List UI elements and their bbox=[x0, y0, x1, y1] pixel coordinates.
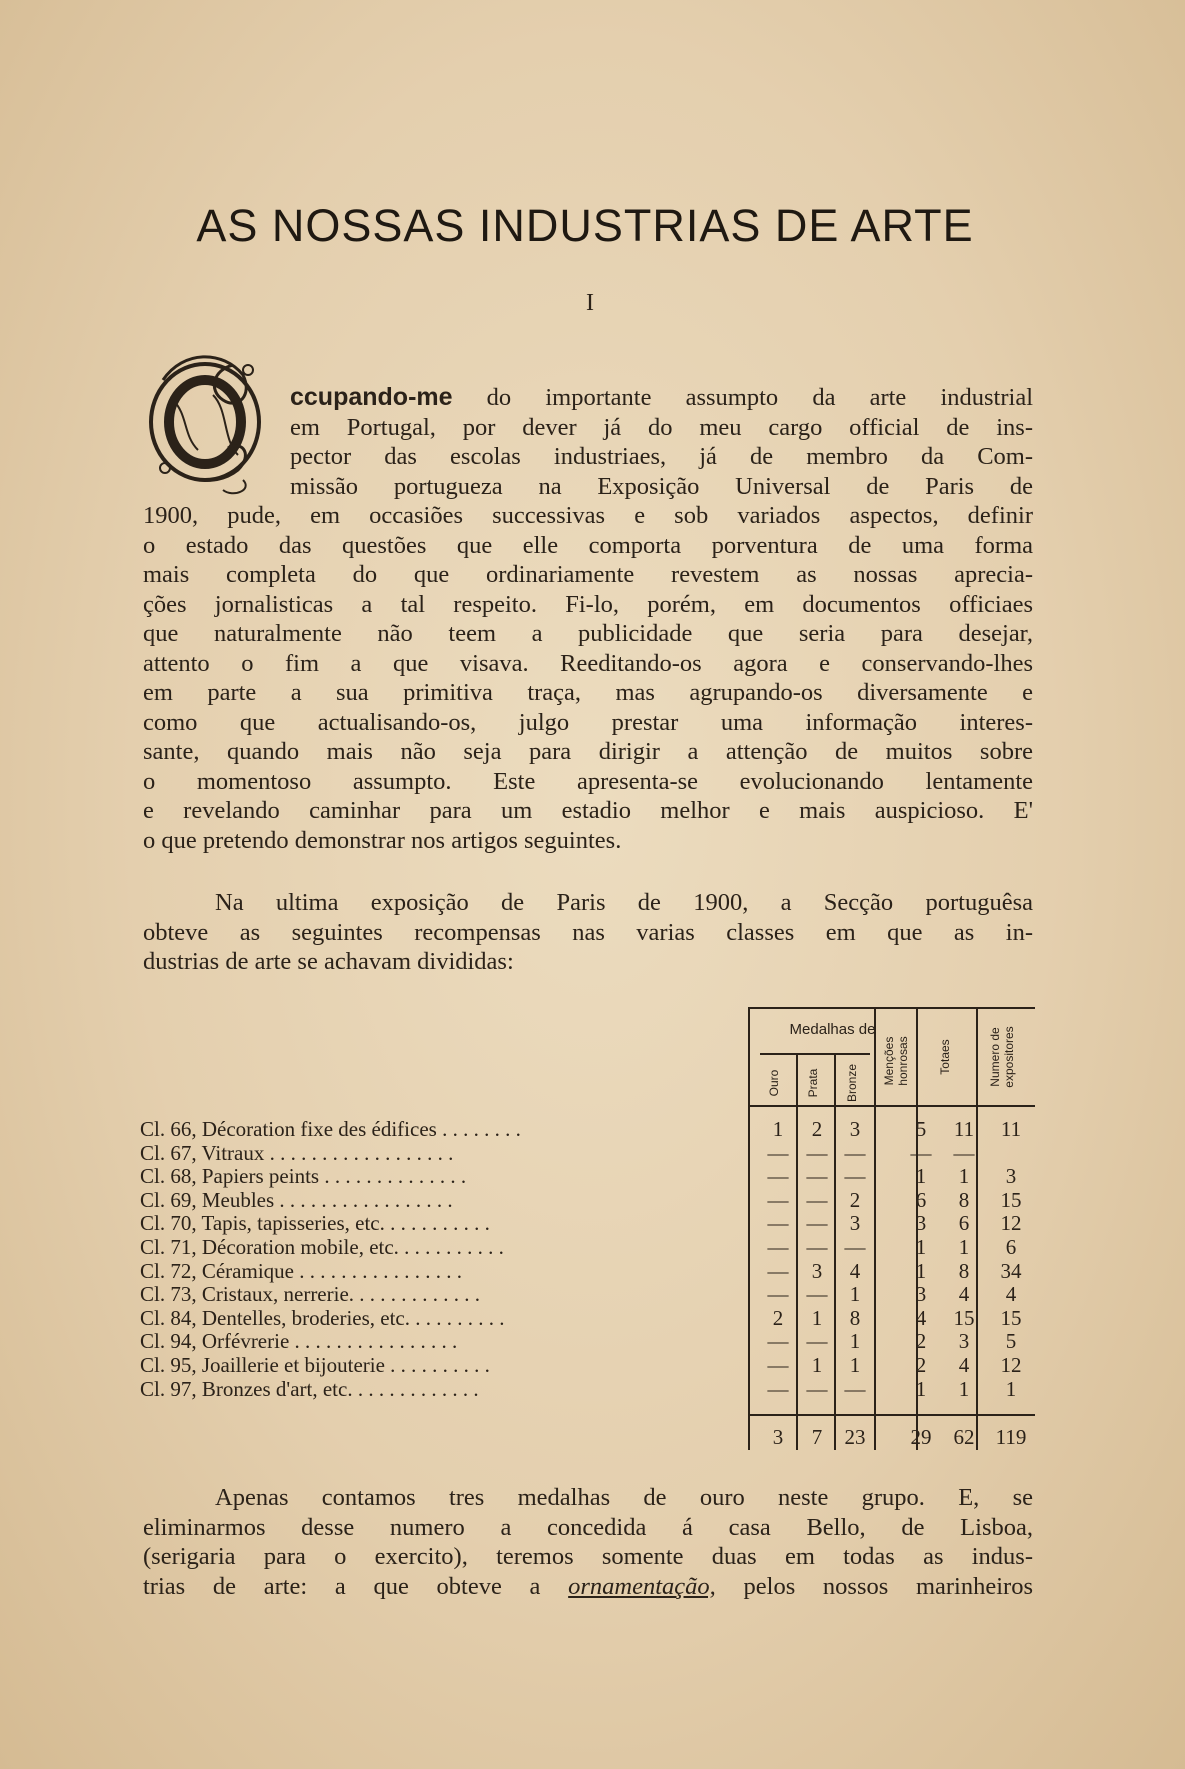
table-cell: 4 bbox=[958, 1353, 970, 1377]
table-cell: 6 bbox=[958, 1211, 970, 1236]
paragraph-line: dustrias de arte se achavam divididas: bbox=[143, 948, 514, 975]
table-cell: 1 bbox=[772, 1117, 784, 1141]
table-cell: — bbox=[767, 1140, 789, 1165]
table-row bbox=[140, 1306, 1035, 1330]
table-cell: 5 bbox=[915, 1117, 927, 1141]
paragraph-line: sante, quando mais não seja para dirigir a attenção de muitos sobre bbox=[143, 738, 1033, 765]
table-cell: — bbox=[910, 1140, 932, 1165]
medals-paragraph bbox=[143, 1483, 1033, 1601]
row-label: Cl. 70, Tapis, tapisseries, etc. . . . . . . . . . . bbox=[140, 1211, 490, 1236]
table-cell: 1 bbox=[849, 1282, 861, 1307]
paragraph-line: como que actualisando-os, julgo prestar uma informação interes- bbox=[143, 708, 1033, 736]
paragraph-line: o estado das questões que elle comporta porventura de uma forma bbox=[143, 531, 1033, 559]
table-cell: — bbox=[844, 1235, 866, 1259]
table-row bbox=[140, 1353, 1035, 1377]
table-cell: 12 bbox=[1000, 1211, 1022, 1236]
paragraph-line: attento o fim a que visava. Reeditando-os agora e conservando-lhes bbox=[143, 649, 1033, 677]
table-cell: — bbox=[767, 1235, 789, 1259]
paragraph-line: Na ultima exposição de Paris de 1900, a Secção portuguêsa bbox=[215, 889, 1033, 916]
table-cell: 4 bbox=[849, 1258, 861, 1283]
row-label: Cl. 94, Orfévrerie . . . . . . . . . . . . . . . . bbox=[140, 1329, 458, 1354]
table-cell: 1 bbox=[958, 1164, 970, 1189]
table-row bbox=[140, 1282, 1035, 1306]
table-cell: — bbox=[806, 1187, 828, 1212]
table-row bbox=[140, 1377, 1035, 1401]
table-cell: — bbox=[767, 1164, 789, 1189]
table-cell: 1 bbox=[811, 1353, 823, 1377]
page-title: AS NOSSAS INDUSTRIAS DE ARTE bbox=[196, 200, 974, 251]
table-cell: 2 bbox=[772, 1305, 784, 1330]
table-cell: 3 bbox=[958, 1329, 970, 1354]
table-cell: — bbox=[844, 1164, 866, 1189]
table-cell: 4 bbox=[958, 1282, 970, 1307]
table-cell: 1 bbox=[915, 1164, 927, 1189]
table-cell: — bbox=[767, 1282, 789, 1307]
table-cell: 3 bbox=[849, 1211, 861, 1236]
total-cell: 62 bbox=[953, 1425, 975, 1449]
row-label: Cl. 69, Meubles . . . . . . . . . . . . . . . . . bbox=[140, 1187, 453, 1212]
table-cell: 4 bbox=[1005, 1282, 1017, 1307]
lead-word: ccupando-me bbox=[290, 383, 453, 411]
table-cell: 15 bbox=[953, 1305, 975, 1330]
table-cell: 34 bbox=[1000, 1258, 1022, 1283]
table-cell: 2 bbox=[915, 1329, 927, 1354]
table-row bbox=[140, 1329, 1035, 1353]
table-cell: 1 bbox=[915, 1258, 927, 1283]
col-header-bronze: Bronze bbox=[845, 1063, 859, 1103]
table-cell: — bbox=[844, 1376, 866, 1401]
paragraph-line: missão portugueza na Exposição Universal de Paris de bbox=[290, 472, 1033, 500]
table-cell: 1 bbox=[811, 1305, 823, 1330]
row-label: Cl. 66, Décoration fixe des édifices . . . . . . . . bbox=[140, 1117, 521, 1141]
table-row bbox=[140, 1211, 1035, 1235]
table-cell: 8 bbox=[958, 1258, 970, 1283]
row-label: Cl. 97, Bronzes d'art, etc. . . . . . . . . . . . . bbox=[140, 1376, 479, 1401]
totals-rule bbox=[748, 1414, 1035, 1416]
table-cell: 1 bbox=[849, 1329, 861, 1354]
paragraph-line: pector das escolas industriaes, já de membro da Com- bbox=[290, 443, 1033, 470]
table-cell: — bbox=[806, 1164, 828, 1189]
row-label: Cl. 68, Papiers peints . . . . . . . . . . . . . . bbox=[140, 1164, 467, 1189]
table-top-rule bbox=[748, 1007, 1035, 1009]
paragraph-line: 1900, pude, em occasiões successivas e sob variados aspectos, definir bbox=[143, 502, 1033, 529]
header-bottom-rule bbox=[748, 1105, 1035, 1107]
table-cell: 1 bbox=[915, 1235, 927, 1259]
col-header-expositores: Numero de expositores bbox=[988, 1026, 1016, 1088]
paragraph-line: (serigaria para o exercito), teremos somente duas em todas as indus- bbox=[143, 1543, 1033, 1570]
table-row bbox=[140, 1164, 1035, 1188]
table-cell: 3 bbox=[811, 1258, 823, 1283]
table-cell: — bbox=[767, 1329, 789, 1354]
emphasized-word: ornamentação, bbox=[568, 1572, 716, 1600]
table-cell: 1 bbox=[958, 1376, 970, 1401]
table-row bbox=[140, 1259, 1035, 1283]
paragraph-line: mais completa do que ordinariamente revestem as nossas aprecia- bbox=[143, 561, 1033, 588]
awards-table bbox=[140, 1007, 1035, 1457]
total-cell: 7 bbox=[811, 1425, 823, 1449]
table-cell: 4 bbox=[915, 1305, 927, 1330]
table-cell: — bbox=[806, 1235, 828, 1259]
paragraph-line: trias de arte: a que obteve a ornamentação, pelos nossos marinheiros bbox=[143, 1572, 1033, 1600]
table-cell: 6 bbox=[1005, 1235, 1017, 1259]
medalhas-bracket bbox=[760, 1053, 870, 1055]
table-cell: — bbox=[806, 1376, 828, 1401]
row-label: Cl. 72, Céramique . . . . . . . . . . . . . . . . bbox=[140, 1258, 462, 1283]
section-number: I bbox=[586, 290, 594, 316]
table-row bbox=[140, 1141, 1035, 1165]
table-cell: — bbox=[767, 1353, 789, 1377]
col-header-prata: Prata bbox=[806, 1068, 820, 1098]
table-cell: 3 bbox=[915, 1211, 927, 1236]
totals-row bbox=[140, 1425, 1035, 1449]
table-cell: — bbox=[806, 1140, 828, 1165]
row-label: Cl. 84, Dentelles, broderies, etc. . . . . . . . . . bbox=[140, 1305, 505, 1330]
col-header-mencoes: Menções honrosas bbox=[882, 1036, 910, 1086]
paragraph-line: em parte a sua primitiva traça, mas agrupando-os diversamente e bbox=[143, 679, 1033, 706]
table-cell: 2 bbox=[811, 1117, 823, 1141]
table-cell: — bbox=[844, 1140, 866, 1165]
paragraph-line: que naturalmente não teem a publicidade que seria para desejar, bbox=[143, 620, 1033, 647]
table-cell: — bbox=[767, 1187, 789, 1212]
table-cell: — bbox=[767, 1211, 789, 1236]
col-header-totaes: Totaes bbox=[938, 1039, 952, 1075]
row-label: Cl. 71, Décoration mobile, etc. . . . . . . . . . . bbox=[140, 1235, 504, 1259]
table-cell: 1 bbox=[1005, 1376, 1017, 1401]
table-cell: 2 bbox=[915, 1353, 927, 1377]
paragraph-line: obteve as seguintes recompensas nas varias classes em que as in- bbox=[143, 918, 1033, 946]
table-cell: 11 bbox=[1000, 1117, 1022, 1141]
table-cell: — bbox=[767, 1376, 789, 1401]
row-label: Cl. 67, Vitraux . . . . . . . . . . . . . . . . . . bbox=[140, 1140, 454, 1165]
table-cell: 11 bbox=[953, 1117, 975, 1141]
table-cell: 3 bbox=[1005, 1164, 1017, 1189]
paragraph-line: e revelando caminhar para um estadio melhor e mais auspicioso. E' bbox=[143, 797, 1033, 824]
table-row bbox=[140, 1117, 1035, 1141]
table-cell: — bbox=[767, 1258, 789, 1283]
table-cell: 3 bbox=[849, 1117, 861, 1141]
table-cell: — bbox=[953, 1140, 975, 1165]
row-label: Cl. 73, Cristaux, nerrerie. . . . . . . . . . . . . bbox=[140, 1282, 481, 1307]
col-header-ouro: Ouro bbox=[767, 1069, 781, 1097]
table-cell: — bbox=[806, 1282, 828, 1307]
total-cell: 119 bbox=[995, 1425, 1027, 1449]
table-cell: 3 bbox=[915, 1282, 927, 1307]
intro-paragraph bbox=[143, 383, 1033, 855]
table-row bbox=[140, 1235, 1035, 1259]
table-cell: 15 bbox=[1000, 1305, 1022, 1330]
exposition-paragraph bbox=[143, 888, 1033, 977]
table-cell: 12 bbox=[1000, 1353, 1022, 1377]
total-cell: 3 bbox=[772, 1425, 784, 1449]
paragraph-line: o que pretendo demonstrar nos artigos seguintes. bbox=[143, 826, 622, 854]
table-cell: 1 bbox=[849, 1353, 861, 1377]
table-cell: 8 bbox=[958, 1187, 970, 1212]
medalhas-header: Medalhas de bbox=[789, 1021, 876, 1038]
total-cell: 29 bbox=[910, 1425, 932, 1449]
paragraph-line: Apenas contamos tres medalhas de ouro neste grupo. E, se bbox=[215, 1484, 1033, 1511]
table-cell: 8 bbox=[849, 1305, 861, 1330]
paragraph-line: ccupando-me do importante assumpto da arte industrial bbox=[290, 383, 1033, 411]
table-cell: 2 bbox=[849, 1187, 861, 1212]
table-cell: — bbox=[806, 1211, 828, 1236]
paragraph-line: ções jornalisticas a tal respeito. Fi-lo, porém, em documentos officiaes bbox=[143, 590, 1033, 618]
table-cell: 6 bbox=[915, 1187, 927, 1212]
table-cell: 5 bbox=[1005, 1329, 1017, 1354]
paragraph-line: em Portugal, por dever já do meu cargo official de ins- bbox=[290, 413, 1033, 441]
table-cell: — bbox=[806, 1329, 828, 1354]
row-label: Cl. 95, Joaillerie et bijouterie . . . . . . . . . . bbox=[140, 1353, 490, 1377]
table-cell: 15 bbox=[1000, 1187, 1022, 1212]
table-cell: 1 bbox=[958, 1235, 970, 1259]
paragraph-line: eliminarmos desse numero a concedida á casa Bello, de Lisboa, bbox=[143, 1513, 1033, 1541]
table-cell: 1 bbox=[915, 1376, 927, 1401]
total-cell: 23 bbox=[844, 1425, 866, 1449]
paragraph-line: o momentoso assumpto. Este apresenta-se evolucionando lentamente bbox=[143, 767, 1033, 795]
table-row bbox=[140, 1188, 1035, 1212]
